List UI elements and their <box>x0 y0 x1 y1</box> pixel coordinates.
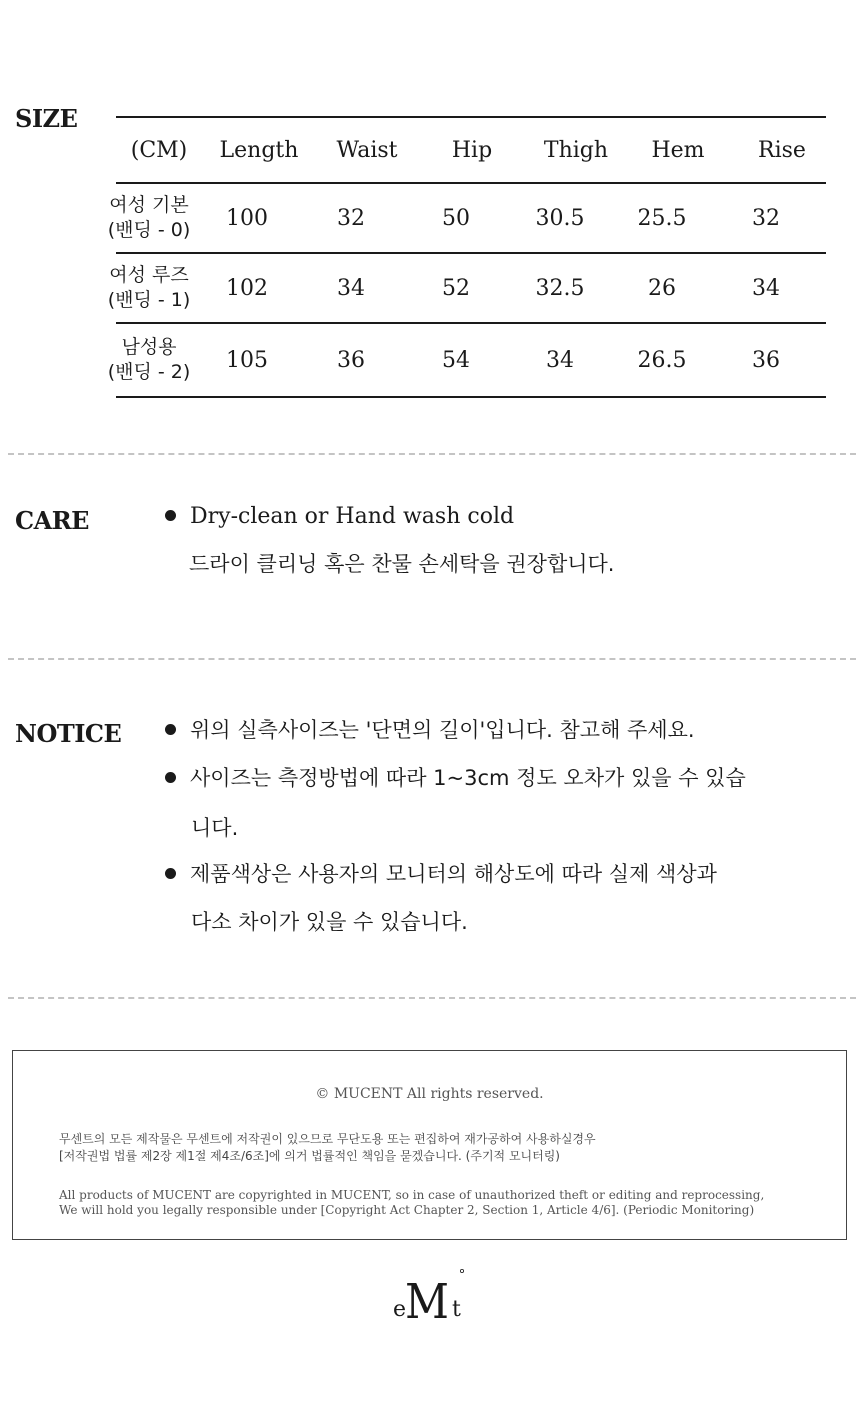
bullet-icon <box>165 868 176 879</box>
copyright-box <box>12 1050 847 1240</box>
dashed-divider <box>8 453 856 455</box>
notice-item-continued: 니다. <box>191 816 239 840</box>
header-length: Length <box>219 137 299 163</box>
care-item <box>165 504 514 529</box>
care-section-label: CARE <box>15 506 89 535</box>
notice-item-continued: 다소 차이가 있을 수 있습니다. <box>191 910 468 934</box>
table-row <box>107 184 826 254</box>
notice-item <box>165 714 695 744</box>
care-text-ko: 드라이 클리닝 혹은 찬물 손세탁을 권장합니다. <box>189 552 615 576</box>
cell-waist: 32 <box>337 205 365 231</box>
notice-item-text: 사이즈는 측정방법에 따라 1~3cm 정도 오차가 있을 수 있습 <box>190 766 746 790</box>
row-label-line2: (밴딩 - 2) <box>107 361 191 383</box>
header-rise: Rise <box>758 137 806 163</box>
row-label <box>104 263 194 313</box>
header-waist: Waist <box>336 137 398 163</box>
cell-rise: 32 <box>752 205 780 231</box>
logo-letter-m: M <box>405 1274 449 1328</box>
dashed-divider <box>8 997 856 999</box>
notice-item <box>165 762 746 792</box>
cell-hem: 25.5 <box>637 205 687 231</box>
header-hip: Hip <box>451 137 493 163</box>
cell-length: 105 <box>226 347 268 373</box>
size-section-label: SIZE <box>15 104 78 133</box>
cell-rise: 36 <box>752 347 780 373</box>
row-label-line1: 여성 루즈 <box>109 264 189 286</box>
cell-hip: 52 <box>442 275 470 301</box>
cell-hip: 54 <box>442 347 470 373</box>
size-table <box>104 116 826 398</box>
row-label <box>104 335 194 385</box>
copyright-title: © MUCENT All rights reserved. <box>315 1086 544 1102</box>
cell-thigh: 34 <box>546 347 574 373</box>
cell-hip: 50 <box>442 205 470 231</box>
care-text-en: Dry-clean or Hand wash cold <box>190 504 515 529</box>
logo-letter-t: t <box>452 1297 461 1322</box>
dashed-divider <box>8 658 856 660</box>
table-header-row <box>116 118 826 184</box>
copyright-notice-ko <box>59 1131 596 1165</box>
cell-length: 102 <box>226 275 268 301</box>
notice-item-text: 제품색상은 사용자의 모니터의 해상도에 따라 실제 색상과 <box>190 862 717 886</box>
row-label-line1: 여성 기본 <box>109 194 189 216</box>
cell-rise: 34 <box>752 275 780 301</box>
table-row <box>107 324 826 398</box>
cell-waist: 36 <box>337 347 365 373</box>
copyright-en-line2: We will hold you legally responsible under [Copyright Act Chapter 2, Section 1, Article 4/6]. (Periodic Monitoring) <box>59 1203 755 1217</box>
header-hem: Hem <box>651 137 705 163</box>
copyright-ko-line2: [저작권법 법률 제2장 제1절 제4조/6조]에 의거 법률적인 책임을 묻겠습니다. (주기적 모니터링) <box>59 1149 560 1163</box>
bullet-icon <box>165 724 176 735</box>
cell-waist: 34 <box>337 275 365 301</box>
cell-hem: 26 <box>648 275 676 301</box>
header-thigh: Thigh <box>543 137 609 163</box>
bullet-icon <box>165 510 176 521</box>
mucent-logo-icon <box>388 1262 478 1328</box>
copyright-ko-line1: 무센트의 모든 제작물은 무센트에 저작권이 있으므로 무단도용 또는 편집하여 재가공하여 사용하실경우 <box>59 1132 596 1146</box>
row-label-line2: (밴딩 - 0) <box>107 219 191 241</box>
mucent-logo <box>388 1262 478 1328</box>
copyright-en-line1: All products of MUCENT are copyrighted in MUCENT, so in case of unauthorized theft or editing and reprocessing, <box>59 1188 765 1202</box>
logo-letter-e: e <box>393 1297 407 1322</box>
row-label-line1: 남성용 <box>121 336 177 358</box>
row-label <box>104 193 194 243</box>
cell-thigh: 30.5 <box>535 205 585 231</box>
header-unit: (CM) <box>130 137 188 163</box>
cell-hem: 26.5 <box>637 347 687 373</box>
bullet-icon <box>165 772 176 783</box>
notice-section-label: NOTICE <box>15 719 122 748</box>
notice-item <box>165 858 717 888</box>
cell-thigh: 32.5 <box>535 275 585 301</box>
copyright-notice-en <box>59 1188 764 1218</box>
row-label-line2: (밴딩 - 1) <box>107 289 191 311</box>
cell-length: 100 <box>226 205 268 231</box>
table-row <box>107 254 826 324</box>
notice-item-text: 위의 실측사이즈는 '단면의 길이'입니다. 참고해 주세요. <box>190 718 695 742</box>
